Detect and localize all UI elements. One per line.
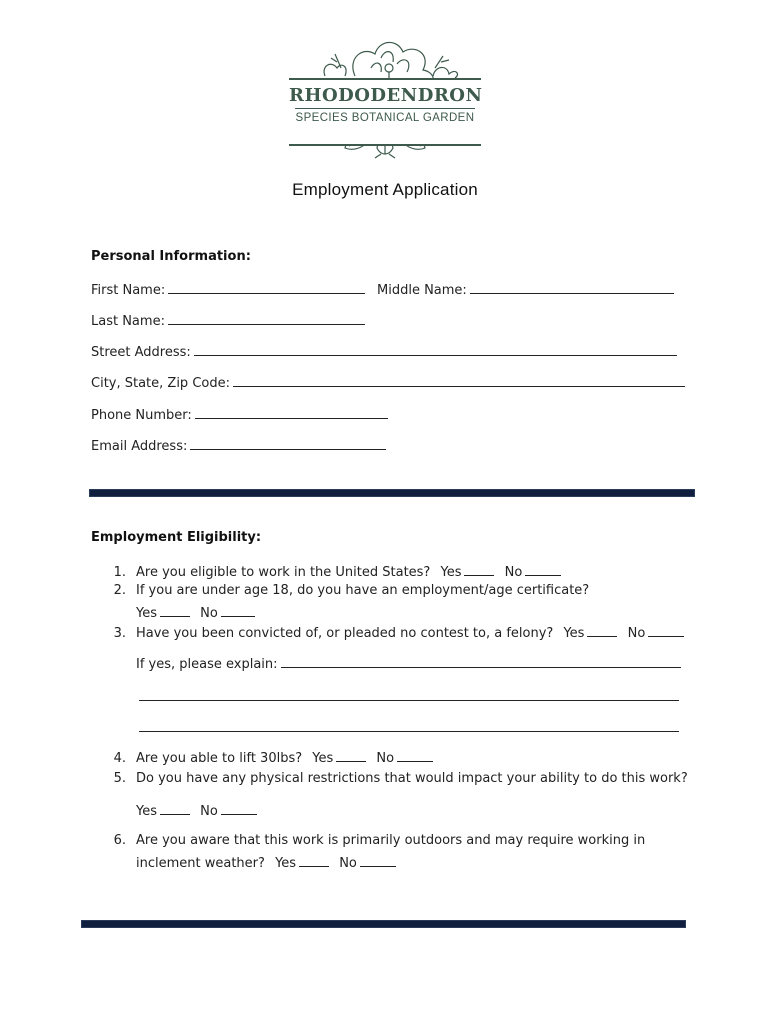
explain-row-2: [139, 688, 679, 705]
question-text: Are you aware that this work is primarily outdoors and may require working in: [136, 833, 646, 848]
phone-field[interactable]: [195, 406, 388, 419]
section-divider-bottom: [82, 921, 685, 927]
email-label: Email Address:: [91, 439, 188, 454]
yes-label: Yes: [136, 606, 157, 621]
middle-name-row: [377, 281, 674, 298]
logo-banner: [289, 78, 481, 146]
city-state-zip-field[interactable]: [233, 374, 685, 387]
no-label: No: [200, 804, 218, 819]
garden-logo: [285, 28, 485, 160]
no-field[interactable]: [221, 802, 257, 815]
question-text: Are you able to lift 30lbs?: [136, 751, 303, 766]
first-name-row: [91, 281, 365, 298]
question-3: [102, 624, 684, 641]
question-text: inclement weather?: [136, 856, 265, 871]
first-name-label: First Name:: [91, 283, 166, 298]
yes-field[interactable]: [587, 624, 617, 637]
logo-subtitle: SPECIES BOTANICAL GARDEN: [295, 112, 475, 124]
email-row: [91, 437, 386, 454]
section-divider: [90, 490, 694, 496]
yes-label: Yes: [136, 804, 157, 819]
no-field[interactable]: [397, 749, 433, 762]
city-state-zip-label: City, State, Zip Code:: [91, 376, 230, 391]
first-name-field[interactable]: [168, 281, 365, 294]
no-field[interactable]: [648, 624, 684, 637]
question-6-continued: [136, 854, 396, 871]
no-field[interactable]: [221, 604, 255, 617]
yes-field[interactable]: [299, 854, 329, 867]
question-4: [102, 749, 433, 766]
yes-field[interactable]: [336, 749, 366, 762]
last-name-label: Last Name:: [91, 314, 165, 329]
middle-name-field[interactable]: [470, 281, 674, 294]
question-text: Have you been convicted of, or pleaded no contest to, a felony?: [136, 626, 554, 641]
no-label: No: [200, 606, 218, 621]
last-name-field[interactable]: [168, 312, 365, 325]
question-number: 5.: [113, 771, 126, 786]
yes-field[interactable]: [464, 563, 494, 576]
no-field[interactable]: [360, 854, 396, 867]
explain-label: If yes, please explain:: [136, 657, 278, 672]
question-number: 1.: [113, 565, 126, 580]
question-5-answers: [136, 802, 257, 819]
last-name-row: [91, 312, 365, 329]
question-2-answers: [136, 604, 255, 621]
explain-field-3[interactable]: [139, 719, 679, 732]
yes-field[interactable]: [160, 802, 190, 815]
street-address-field[interactable]: [194, 343, 677, 356]
explain-row-3: [139, 719, 679, 736]
question-2: [102, 583, 589, 598]
no-label: No: [376, 751, 395, 766]
explain-field-1[interactable]: [281, 655, 681, 668]
middle-name-label: Middle Name:: [377, 283, 467, 298]
eligibility-heading: Employment Eligibility:: [91, 530, 262, 545]
question-number: 4.: [113, 751, 126, 766]
question-text: If you are under age 18, do you have an employment/age certificate?: [136, 583, 590, 598]
logo-rule: [295, 108, 475, 109]
no-field[interactable]: [525, 563, 561, 576]
question-6: [102, 833, 645, 848]
no-label: No: [339, 856, 357, 871]
question-text: Are you eligible to work in the United States?: [136, 565, 431, 580]
explain-row: [136, 655, 681, 672]
question-number: 2.: [113, 583, 126, 598]
city-state-zip-row: [91, 374, 685, 391]
logo-name: RHODODENDRON: [289, 85, 483, 106]
yes-field[interactable]: [160, 604, 190, 617]
yes-label: Yes: [275, 856, 297, 871]
yes-label: Yes: [312, 751, 334, 766]
page-title: Employment Application: [292, 180, 478, 199]
question-text: Do you have any physical restrictions that would impact your ability to do this work?: [136, 771, 688, 786]
no-label: No: [504, 565, 523, 580]
street-address-row: [91, 343, 677, 360]
question-5: [102, 771, 688, 786]
no-label: No: [627, 626, 646, 641]
yes-label: Yes: [563, 626, 585, 641]
email-field[interactable]: [190, 437, 386, 450]
question-1: [102, 563, 561, 580]
question-number: 6.: [113, 833, 126, 848]
explain-field-2[interactable]: [139, 688, 679, 701]
phone-row: [91, 406, 388, 423]
yes-label: Yes: [440, 565, 462, 580]
phone-label: Phone Number:: [91, 408, 192, 423]
personal-info-heading: Personal Information:: [91, 249, 251, 264]
question-number: 3.: [113, 626, 126, 641]
street-address-label: Street Address:: [91, 345, 191, 360]
